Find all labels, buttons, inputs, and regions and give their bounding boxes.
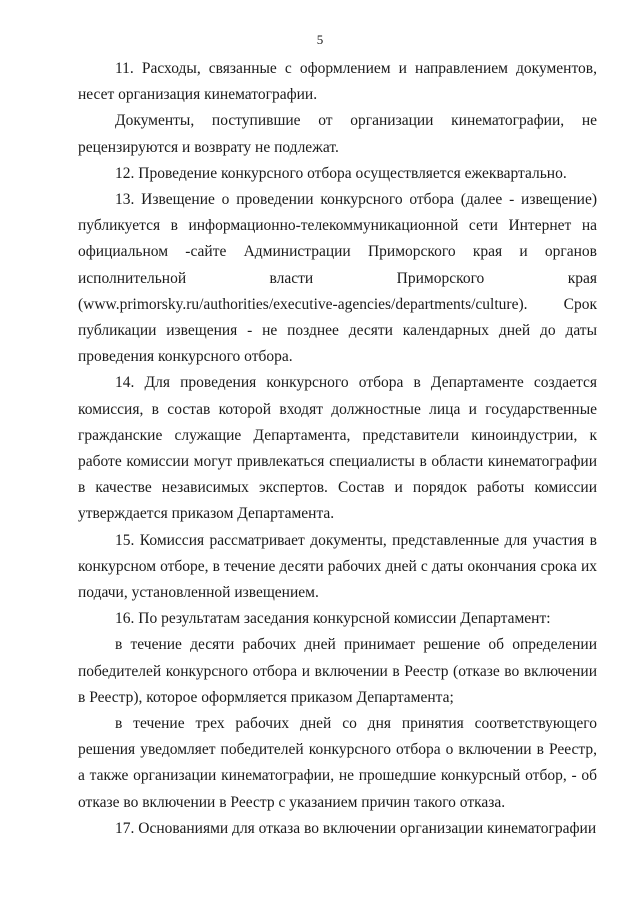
paragraph-16-item-1: в течение десяти рабочих дней принимает решение об определении победителей конкурсного отбора и включении в Реестр (отказе во включении в Реестр), которое оформляется приказом Департамента;: [78, 636, 597, 706]
paragraph-11: 11. Расходы, связанные с оформлением и направлением документов, несет организация кинематографии.: [78, 60, 597, 104]
paragraph-13: 13. Извещение о проведении конкурсного отбора (далее - извещение) публикуется в информационно-телекоммуникационной сети Интернет на официальном -сайте Администрации Приморского края и органов исполнительной власти Приморского края (www.primorsky.ru/authorities/executive-agencies/departments/culture). Срок публикации извещения - не позднее десяти календарных дней до даты проведения конкурсного отбора.: [78, 191, 597, 366]
paragraph-14: 14. Для проведения конкурсного отбора в Департаменте создается комиссия, в состав которой входят должностные лица и государственные гражданские служащие Департамента, представители киноиндустрии, к работе комиссии могут привлекаться специалисты в области кинематографии в качестве независимых экспертов. Состав и порядок работы комиссии утверждается приказом Департамента.: [78, 374, 597, 523]
paragraph-16: 16. По результатам заседания конкурсной комиссии Департамент:: [115, 610, 551, 628]
document-body: [78, 56, 597, 842]
page-number: 5: [316, 32, 324, 47]
paragraph-15: 15. Комиссия рассматривает документы, представленные для участия в конкурсном отборе, в течение десяти рабочих дней с даты окончания срока их подачи, установленной извещением.: [78, 531, 597, 602]
paragraph-16-item-2: в течение трех рабочих дней со дня принятия соответствующего решения уведомляет победителей конкурсного отбора о включении в Реестр, а также организации кинематографии, не прошедшие конкурсный отбор, - об отказе во включении в Реестр с указанием причин такого отказа.: [78, 715, 597, 811]
paragraph-17: 17. Основаниями для отказа во включении организации кинематографии: [115, 819, 597, 837]
paragraph-11-documents: Документы, поступившие от организации кинематографии, не рецензируются и возврату не подлежат.: [78, 112, 597, 156]
paragraph-12: 12. Проведение конкурсного отбора осуществляется ежеквартально.: [115, 164, 567, 182]
